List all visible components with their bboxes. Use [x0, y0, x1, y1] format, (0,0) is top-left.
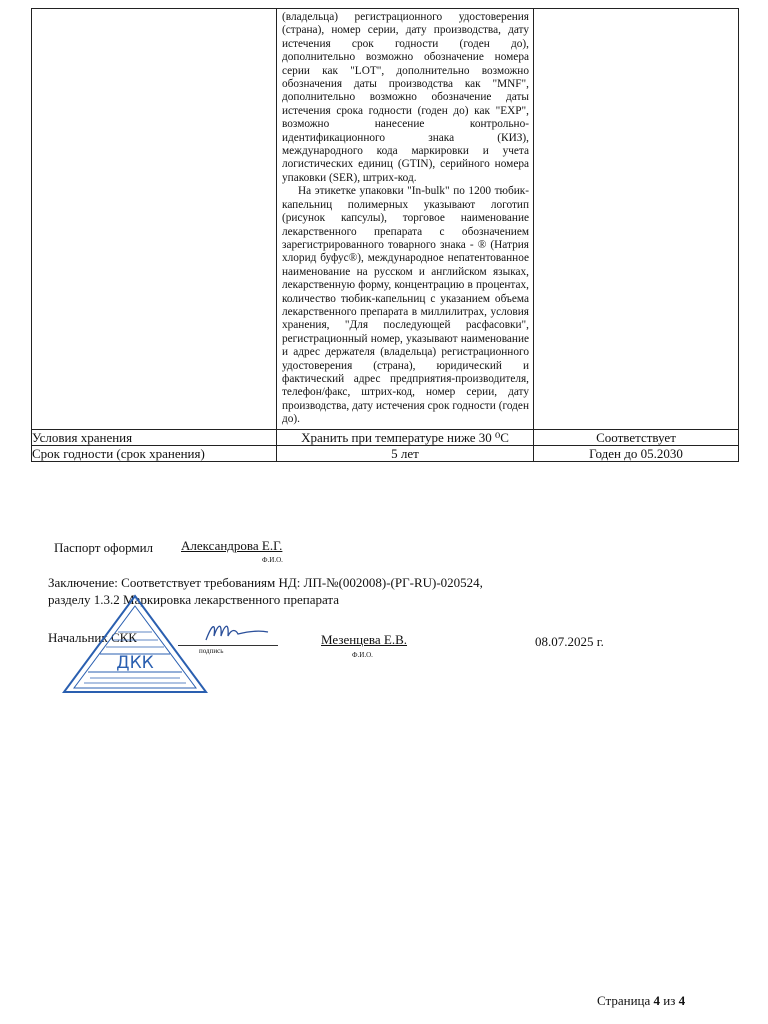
stamp-icon	[60, 592, 210, 696]
signature-caption: подпись	[199, 647, 224, 655]
passport-line	[54, 538, 283, 556]
total-pages: 4	[678, 993, 686, 1008]
table-row	[32, 429, 739, 445]
page-number	[597, 993, 685, 1009]
table-row	[32, 445, 739, 461]
chief-label: Начальник СКК	[48, 630, 137, 645]
stamp-text: ДКК	[116, 653, 154, 673]
marking-paragraph: На этикетке упаковки "In-bulk" по 1200 тюбик-капельниц полимерных указывают логотип (рисунок капсулы), торговое наименование лекарственного препарата с обозначением зарегистрированного товарного знака - ® (Натрия хлорид буфус®), международное непатентованное наименование на русском и английском языках, лекарственную форму, концентрацию в процентах, количество тюбик-капельниц с указанием объема лекарственного препарата в миллилитрах, условия хранения, "Для последующей расфасовки", регистрационный номер, указывают наименование и адрес держателя (владельца) регистрационного удостоверения (страна), юридический и фактический адрес предприятия-производителя, телефон/факс, штрих-код, номер серии, дату производства, дату истечения срок годности (годен до).	[282, 185, 529, 426]
conclusion-line: Заключение: Соответствует требованиям НД: ЛП-№(002008)-(РГ-RU)-020524,	[48, 575, 483, 590]
current-page: 4	[653, 993, 661, 1008]
sign-date: 08.07.2025 г.	[535, 634, 604, 649]
spec-table	[31, 8, 739, 462]
passport-label: Паспорт оформил	[54, 540, 154, 555]
storage-requirement: Хранить при температуре ниже 30 ⁰С	[277, 429, 534, 445]
fio-caption: Ф.И.О.	[262, 556, 283, 564]
table-row	[32, 9, 739, 430]
storage-result: Соответствует	[534, 429, 739, 445]
table-cell-empty	[32, 9, 277, 430]
storage-label: Условия хранения	[32, 429, 277, 445]
shelf-life-requirement: 5 лет	[277, 445, 534, 461]
table-cell-empty	[534, 9, 739, 430]
shelf-life-label: Срок годности (срок хранения)	[32, 445, 277, 461]
conclusion-line: разделу 1.3.2 Маркировка лекарственного препарата	[48, 592, 340, 607]
passport-name: Александрова Е.Г.	[181, 538, 283, 553]
signature-icon	[202, 618, 272, 644]
page-label: Страница	[597, 993, 651, 1008]
marking-cell	[277, 9, 534, 430]
shelf-life-result: Годен до 05.2030	[534, 445, 739, 461]
marking-paragraph: (владельца) регистрационного удостоверения (страна), номер серии, дату производства, дату истечения срок годности (годен до), дополнительно возможно обозначение номера серии как "LOT", дополнительно возможно обозначения даты производства как "MNF", дополнительно возможно обозначение даты истечения срока годности (годен до) как "EXP", возможно нанесение контрольно-идентификационного знака (КИЗ), международного кода маркировки и учета логистических единиц (GTIN), серийного номера упаковки (SER), штрих-код.	[282, 11, 529, 184]
chief-name: Мезенцева Е.В.	[321, 632, 408, 647]
fio-caption: Ф.И.О.	[352, 651, 373, 659]
page-of: из	[663, 993, 676, 1008]
